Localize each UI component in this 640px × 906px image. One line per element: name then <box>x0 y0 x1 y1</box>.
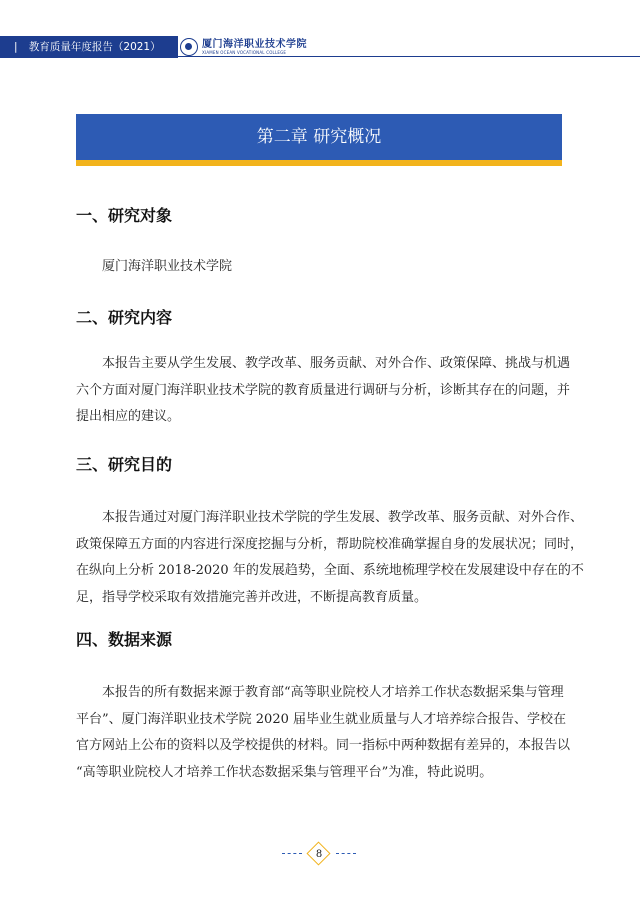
school-name-cn: 厦门海洋职业技术学院 <box>202 38 307 50</box>
section-paragraph <box>76 254 564 281</box>
paragraph-line: “高等职业院校人才培养工作状态数据采集与管理平台”为准，特此说明。 <box>76 764 493 780</box>
paragraph-line: 本报告通过对厦门海洋职业技术学院的学生发展、教学改革、服务贡献、对外合作、 <box>102 510 584 525</box>
section-heading: 四、数据来源 <box>76 630 173 649</box>
school-logo <box>180 37 307 57</box>
header-bar <box>0 36 178 58</box>
paragraph-line: 在纵向上分析 2018-2020 年的发展趋势，全面、系统地梳理学校在发展建设中存在的不 <box>76 563 584 578</box>
section-paragraph <box>76 505 584 611</box>
page-number-dash-left <box>282 853 302 855</box>
page-number <box>304 843 334 865</box>
paragraph-line: 六个方面对厦门海洋职业技术学院的教育质量进行调研与分析，诊断其存在的问题，并 <box>76 382 571 398</box>
paragraph-line: 本报告的所有数据来源于教育部“高等职业院校人才培养工作状态数据采集与管理 <box>102 685 564 700</box>
paragraph-line: 官方网站上公布的资料以及学校提供的材料。同一指标中两种数据有差异的，本报告以 <box>76 738 571 753</box>
paragraph-line: 提出相应的建议。 <box>76 409 181 424</box>
paragraph-line: 政策保障五方面的内容进行深度挖掘与分析，帮助院校准确掌握自身的发展状况；同时， <box>76 536 584 552</box>
section-paragraph <box>76 351 571 431</box>
section-paragraph <box>76 680 571 786</box>
school-name-en: XIAMEN OCEAN VOCATIONAL COLLEGE <box>202 49 287 55</box>
section-heading: 一、研究对象 <box>76 206 173 225</box>
section-heading: 二、研究内容 <box>76 308 173 327</box>
paragraph-line: 本报告主要从学生发展、教学改革、服务贡献、对外合作、政策保障、挑战与机遇 <box>102 356 571 371</box>
school-seal-icon <box>180 38 198 56</box>
paragraph-line: 平台”、厦门海洋职业技术学院 2020 届毕业生就业质量与人才培养综合报告、学校在 <box>76 711 566 727</box>
paragraph-line: 厦门海洋职业技术学院 <box>102 259 233 274</box>
report-title: 教育质量年度报告（2021） <box>28 41 161 53</box>
chapter-banner: 第二章 研究概况 <box>76 114 562 166</box>
paragraph-line: 足，指导学校采取有效措施完善并改进，不断提高教育质量。 <box>76 589 428 605</box>
page-number-dash-right <box>336 853 356 855</box>
section-heading: 三、研究目的 <box>76 455 173 474</box>
header-separator: | <box>14 41 18 53</box>
page-number-text: 8 <box>315 848 323 860</box>
